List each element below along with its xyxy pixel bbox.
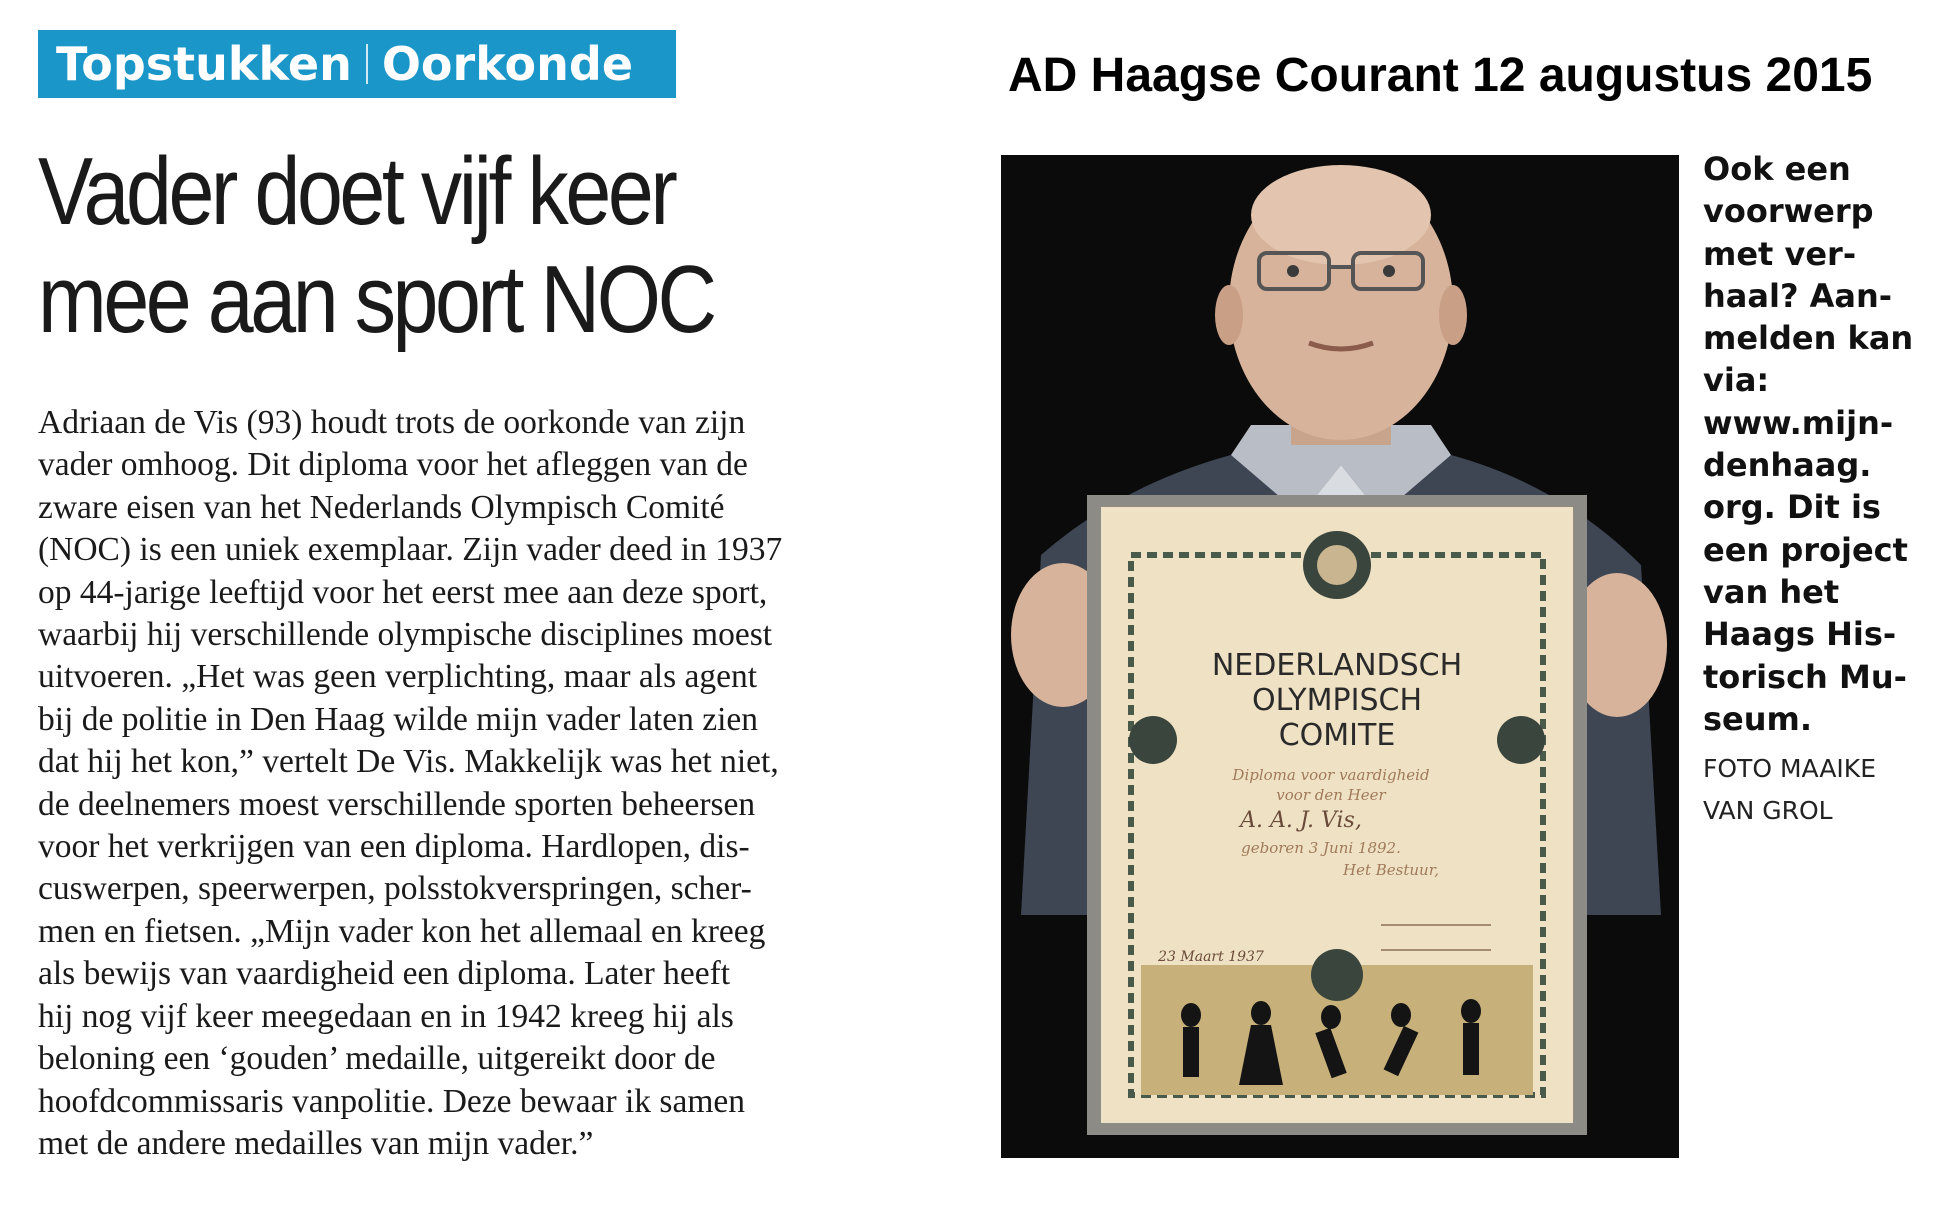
sidebar-line: voorwerp	[1703, 192, 1874, 231]
sidebar-line: Ook een	[1703, 150, 1851, 188]
kicker-section: Topstukken	[56, 37, 352, 91]
article-photo	[1001, 155, 1679, 1158]
body-line: cuswerpen, speerwerpen, polsstokverspringen, scher-	[38, 870, 752, 908]
section-kicker	[38, 30, 676, 98]
body-line: men en fietsen. „Mijn vader kon het allemaal en kreeg	[38, 912, 766, 950]
sidebar-line: van het	[1703, 572, 1840, 611]
body-line: beloning een ‘gouden’ medaille, uitgereikt door de	[38, 1040, 716, 1078]
body-line: voor het verkrijgen van een diploma. Hardlopen, dis-	[38, 828, 750, 866]
body-line: de deelnemers moest verschillende sporten beheersen	[38, 785, 756, 823]
kicker-divider	[366, 44, 368, 84]
sidebar-line: org. Dit is	[1703, 488, 1881, 527]
photo-illustration	[1001, 155, 1679, 1158]
sidebar-line: een project	[1703, 530, 1908, 569]
sidebar-line: melden kan	[1703, 319, 1914, 358]
body-line: dat hij het kon,” vertelt De Vis. Makkelijk was het niet,	[38, 743, 779, 781]
body-line: als bewijs van vaardigheid een diploma. Later heeft	[38, 955, 731, 993]
diploma-script-line: Diploma voor vaardigheid	[1232, 766, 1430, 784]
body-line: waarbij hij verschillende olympische disciplines moest	[38, 616, 773, 654]
sidebar-line: met ver-	[1703, 234, 1857, 273]
credit-line: FOTO MAAIKE	[1703, 754, 1876, 783]
body-line: uitvoeren. „Het was geen verplichting, maar als agent	[38, 658, 758, 696]
sidebar-line: torisch Mu-	[1703, 657, 1907, 696]
sidebar-line: denhaag.	[1703, 446, 1872, 485]
headline	[38, 138, 829, 354]
sidebar-line: www.mijn-	[1703, 403, 1894, 442]
sidebar-line: via:	[1703, 361, 1770, 400]
headline-line: mee aan sport NOC	[38, 246, 714, 353]
sidebar-callout	[1703, 148, 1943, 740]
diploma-script-line: voor den Heer	[1276, 786, 1386, 804]
body-line: bij de politie in Den Haag wilde mijn vader laten zien	[38, 700, 759, 738]
diploma-title-line: NEDERLANDSCH	[1211, 648, 1463, 683]
article-body	[38, 402, 958, 1165]
diploma-title-line: OLYMPISCH	[1251, 683, 1423, 718]
credit-line: VAN GROL	[1703, 796, 1833, 825]
diploma-script-line: A. A. J. Vis,	[1240, 808, 1362, 833]
body-line: Adriaan de Vis (93) houdt trots de oorkonde van zijn	[38, 404, 746, 441]
body-line: (NOC) is een uniek exemplaar. Zijn vader deed in 1937	[38, 531, 783, 569]
sidebar-line: seum.	[1703, 699, 1813, 738]
body-line: op 44-jarige leeftijd voor het eerst mee aan deze sport,	[38, 573, 768, 611]
body-line: hij nog vijf keer meegedaan en in 1942 kreeg hij als	[38, 997, 734, 1035]
body-line: met de andere medailles van mijn vader.”	[38, 1124, 594, 1162]
sidebar-line: Haags His-	[1703, 615, 1897, 654]
headline-line: Vader doet vijf keer	[38, 138, 675, 245]
photo-credit	[1703, 748, 1943, 832]
body-line: zware eisen van het Nederlands Olympisch Comité	[38, 488, 725, 526]
diploma-script-line: geboren 3 Juni 1892.	[1241, 839, 1401, 857]
sidebar-line: haal? Aan-	[1703, 276, 1893, 315]
body-line: vader omhoog. Dit diploma voor het afleggen van de	[38, 446, 748, 484]
body-line: hoofdcommissaris vanpolitie. Deze bewaar ik samen	[38, 1082, 746, 1120]
kicker-topic: Oorkonde	[381, 37, 634, 91]
diploma-script-line: 23 Maart 1937	[1158, 949, 1264, 965]
diploma-script-line: Het Bestuur,	[1343, 861, 1439, 879]
diploma-title-line: COMITE	[1278, 718, 1396, 753]
source-line: AD Haagse Courant 12 augustus 2015	[1008, 49, 1873, 102]
